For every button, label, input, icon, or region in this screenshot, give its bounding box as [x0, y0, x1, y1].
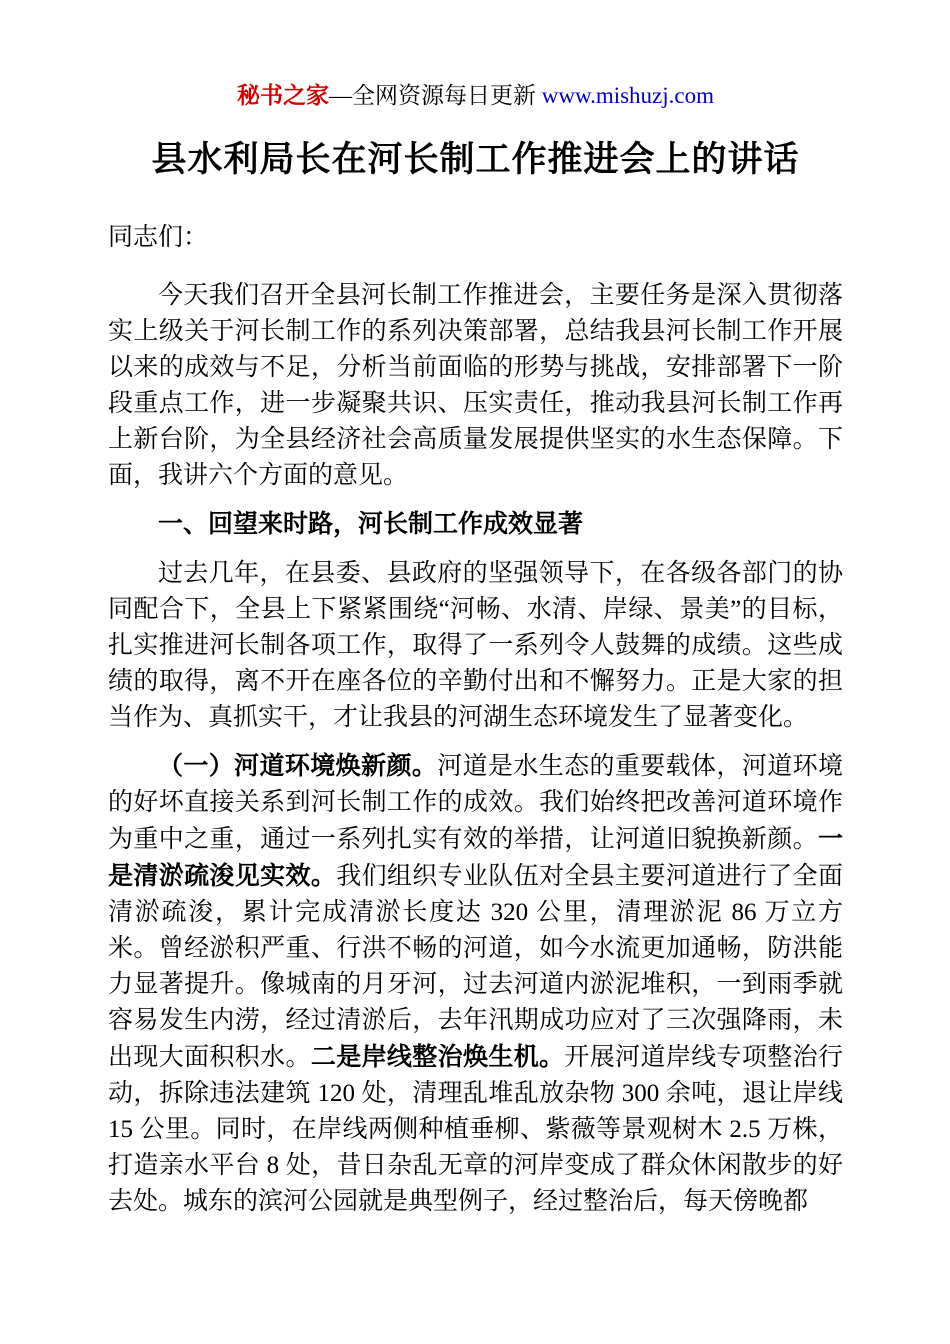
subsection-1-lead: （一）河道环境焕新颜。 [158, 752, 438, 780]
intro-paragraph: 今天我们召开全县河长制工作推进会，主要任务是深入贯彻落实上级关于河长制工作的系列决策部署，总结我县河长制工作开展以来的成效与不足，分析当前面临的形势与挑战，安排部署下一阶段重点工作，进一步凝聚共识、压实责任，推动我县河长制工作再上新台阶，为全县经济社会高质量发展提供坚实的水生态保障。下面，我讲六个方面的意见。 [108, 282, 843, 489]
point-1-lead: 一是清淤疏浚见实效。 [108, 825, 843, 890]
site-tagline: —全网资源每日更新 [328, 83, 542, 108]
section-1-heading: 一、回望来时路，河长制工作成效显著 [158, 510, 584, 538]
subsection-1-paragraph [108, 748, 843, 1220]
site-url-link[interactable]: www.mishuzj.com [541, 83, 714, 108]
point-2-text: 开展河道岸线专项整治行动，拆除违法建筑 120 处，清理乱堆乱放杂物 300 余吨，退让岸线 15 公里。同时，在岸线两侧种植垂柳、紫薇等景观树木 2.5 万株，打造亲水平台 8 处，昔日杂乱无章的河岸变成了群众休闲散步的好去处。城东的滨河公园就是典型例子，经过整治后，每天傍晚都 [108, 1044, 843, 1215]
site-brand: 秘书之家 [236, 83, 329, 108]
point-2-lead: 二是岸线整治焕生机。 [310, 1043, 565, 1071]
site-header [108, 82, 843, 110]
salutation: 同志们： [108, 224, 209, 251]
subsection-1-text: 河道是水生态的重要载体，河道环境的好坏直接关系到河长制工作的成效。我们始终把改善河道环境作为重中之重，通过一系列扎实有效的举措，让河道旧貌换新颜。 [108, 753, 843, 853]
section-1-paragraph: 过去几年，在县委、县政府的坚强领导下，在各级各部门的协同配合下，全县上下紧紧围绕“河畅、水清、岸绿、景美”的目标，扎实推进河长制各项工作，取得了一系列令人鼓舞的成绩。这些成绩的取得，离不开在座各位的辛勤付出和不懈努力。正是大家的担当作为、真抓实干，才让我县的河湖生态环境发生了显著变化。 [108, 560, 843, 731]
point-1-text: 我们组织专业队伍对全县主要河道进行了全面清淤疏浚，累计完成清淤长度达 320 公里，清理淤泥 86 万立方米。曾经淤积严重、行洪不畅的河道，如今水流更加通畅，防洪能力显著提升。像城南的月牙河，过去河道内淤泥堆积，一到雨季就容易发生内涝，经过清淤后，去年汛期成功应对了三次强降雨，未出现大面积积水。 [108, 863, 843, 1071]
document-title: 县水利局长在河长制工作推进会上的讲话 [151, 140, 800, 179]
